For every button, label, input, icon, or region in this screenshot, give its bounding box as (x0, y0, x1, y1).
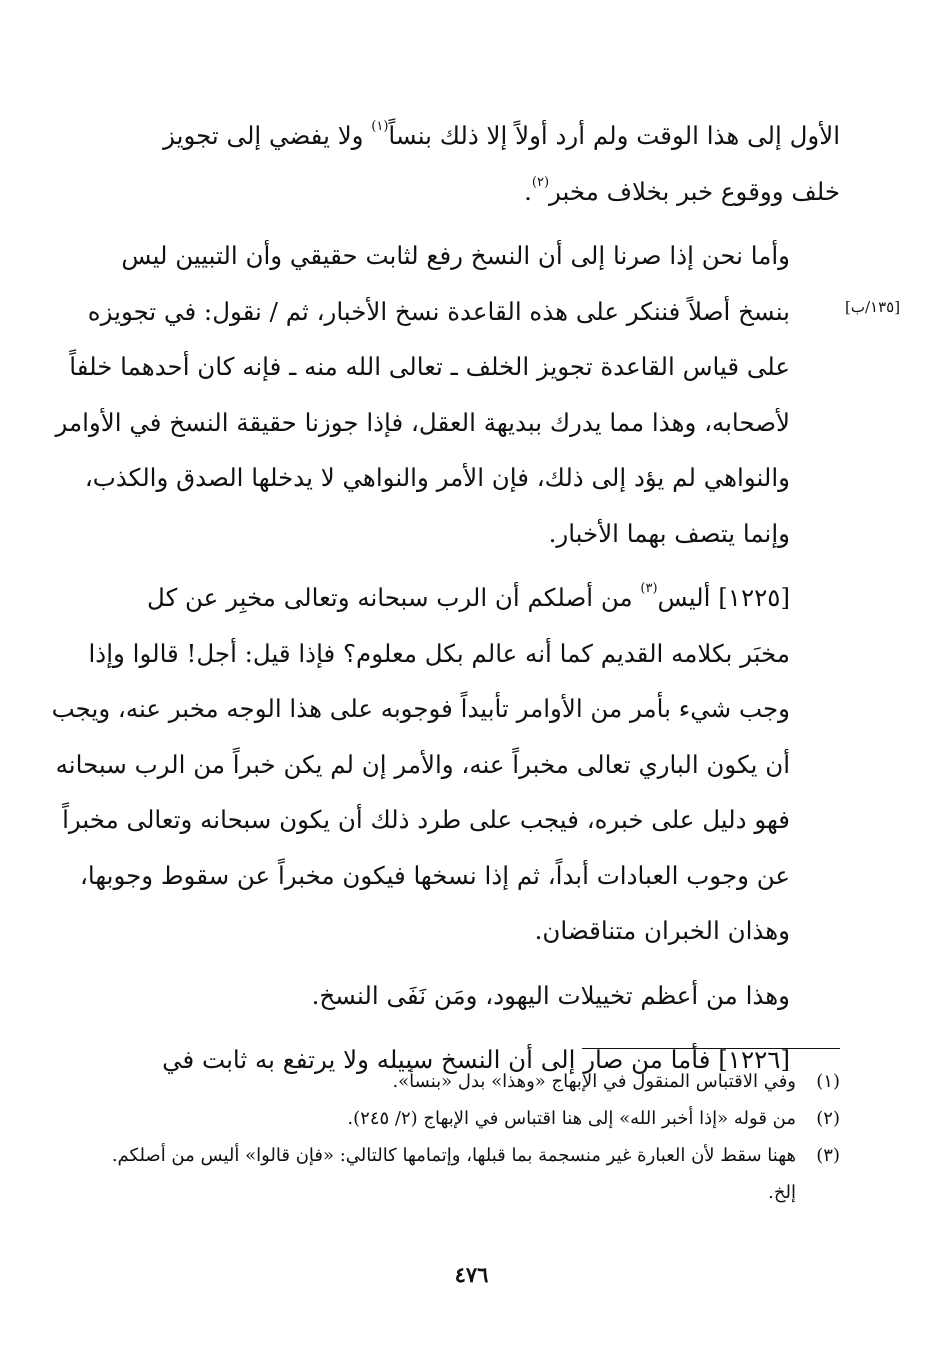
text-line: وهذا من أعظم تخييلات اليهود، ومَن نَفَى النسخ. (311, 980, 790, 1010)
footnote (92, 1063, 840, 1100)
text-line: لأصحابه، وهذا مما يدرك ببديهة العقل، فإذا جوزنا حقيقة النسخ في الأوامر (55, 407, 790, 437)
paragraph (51, 570, 840, 959)
text-line: عن وجوب العبادات أبداً، ثم إذا نسخها فيكون مخبراً عن سقوط وجوبها، (79, 860, 790, 890)
text-line: فهو دليل على خبره، فيجب على طرد ذلك أن يكون سبحانه وتعالى مخبراً (62, 805, 790, 834)
footnotes (92, 1063, 840, 1211)
main-text (51, 108, 840, 1088)
footnote (92, 1137, 840, 1211)
footnote-text: ههنا سقط لأن العبارة غير منسجمة بما قبلها، وإتمامها كالتالي: «فإن قالوا» أليس من أصلكم. إلخ. (111, 1145, 796, 1203)
text-line: مخبَر بكلامه القديم كما أنه عالم بكل معلوم؟ فإذا قيل: أجل! قالوا وإذا (88, 638, 790, 668)
text-line: وهذان الخبران متناقضان. (534, 916, 790, 945)
footnote-ref[interactable]: (١) (371, 119, 389, 134)
footnote-ref[interactable]: (٢) (531, 174, 550, 190)
text-line: والنواهي لم يؤد إلى ذلك، فإن الأمر والنواهي لا يدخلها الصدق والكذب، (84, 463, 790, 492)
text-line: بنسخ أصلاً فننكر على هذه القاعدة نسخ الأخبار، ثم / نقول: في تجويزه (87, 296, 790, 326)
footnote-number: (٣) (816, 1145, 840, 1166)
paragraph (92, 108, 840, 219)
footnote-number: (٢) (816, 1108, 840, 1129)
text-line: وجب شيء بأمر من الأوامر تأبيداً فوجوبه على هذا الوجه مخبر عنه، ويجب (51, 694, 790, 723)
page-number: ٤٧٦ (454, 1262, 489, 1287)
text-line: خلف ووقوع خبر بخلاف مخبر$^{(٢)}$. (524, 174, 840, 206)
paragraph (55, 228, 840, 561)
text-line: على قياس القاعدة تجويز الخلف ـ تعالى الله منه ـ فإنه كان أحدهما خلفاً (69, 352, 790, 381)
text-line: الأول إلى هذا الوقت ولم أرد أولاً إلا ذلك بنساً$^{(١)}$ ولا يفضي إلى تجويز (163, 119, 840, 150)
paragraph (92, 968, 840, 1024)
manuscript-folio-marker: [١٣٥/ب] (845, 298, 901, 316)
text-line: [١٢٢٦] فأما من صار إلى أن النسخ سبيله ولا يرتفع به ثابت في (162, 1045, 790, 1074)
footnote (92, 1100, 840, 1137)
footnote-text: وفي الاقتباس المنقول في الإبهاج «وهذا» بدل «بنسأ». (392, 1071, 796, 1092)
text-line: وأما نحن إذا صرنا إلى أن النسخ رفع لثابت حقيقي وأن التبيين ليس (121, 241, 790, 270)
footnote-number: (١) (816, 1071, 840, 1092)
text-line: أن يكون الباري تعالى مخبراً عنه، والأمر إن لم يكن خبراً من الرب سبحانه (55, 749, 790, 779)
footnote-divider (582, 1048, 840, 1049)
text-line: [١٢٢٥] أليس$^{(٣)}$ من أصلكم أن الرب سبحانه وتعالى مخبِر عن كل (147, 581, 790, 612)
footnote-text: من قوله «إذا أخبر الله» إلى هنا اقتباس في الإبهاج (٢/ ٢٤٥). (347, 1108, 796, 1129)
footnote-ref[interactable]: (٣) (640, 581, 658, 596)
text-line: وإنما يتصف بهما الأخبار. (548, 518, 790, 548)
